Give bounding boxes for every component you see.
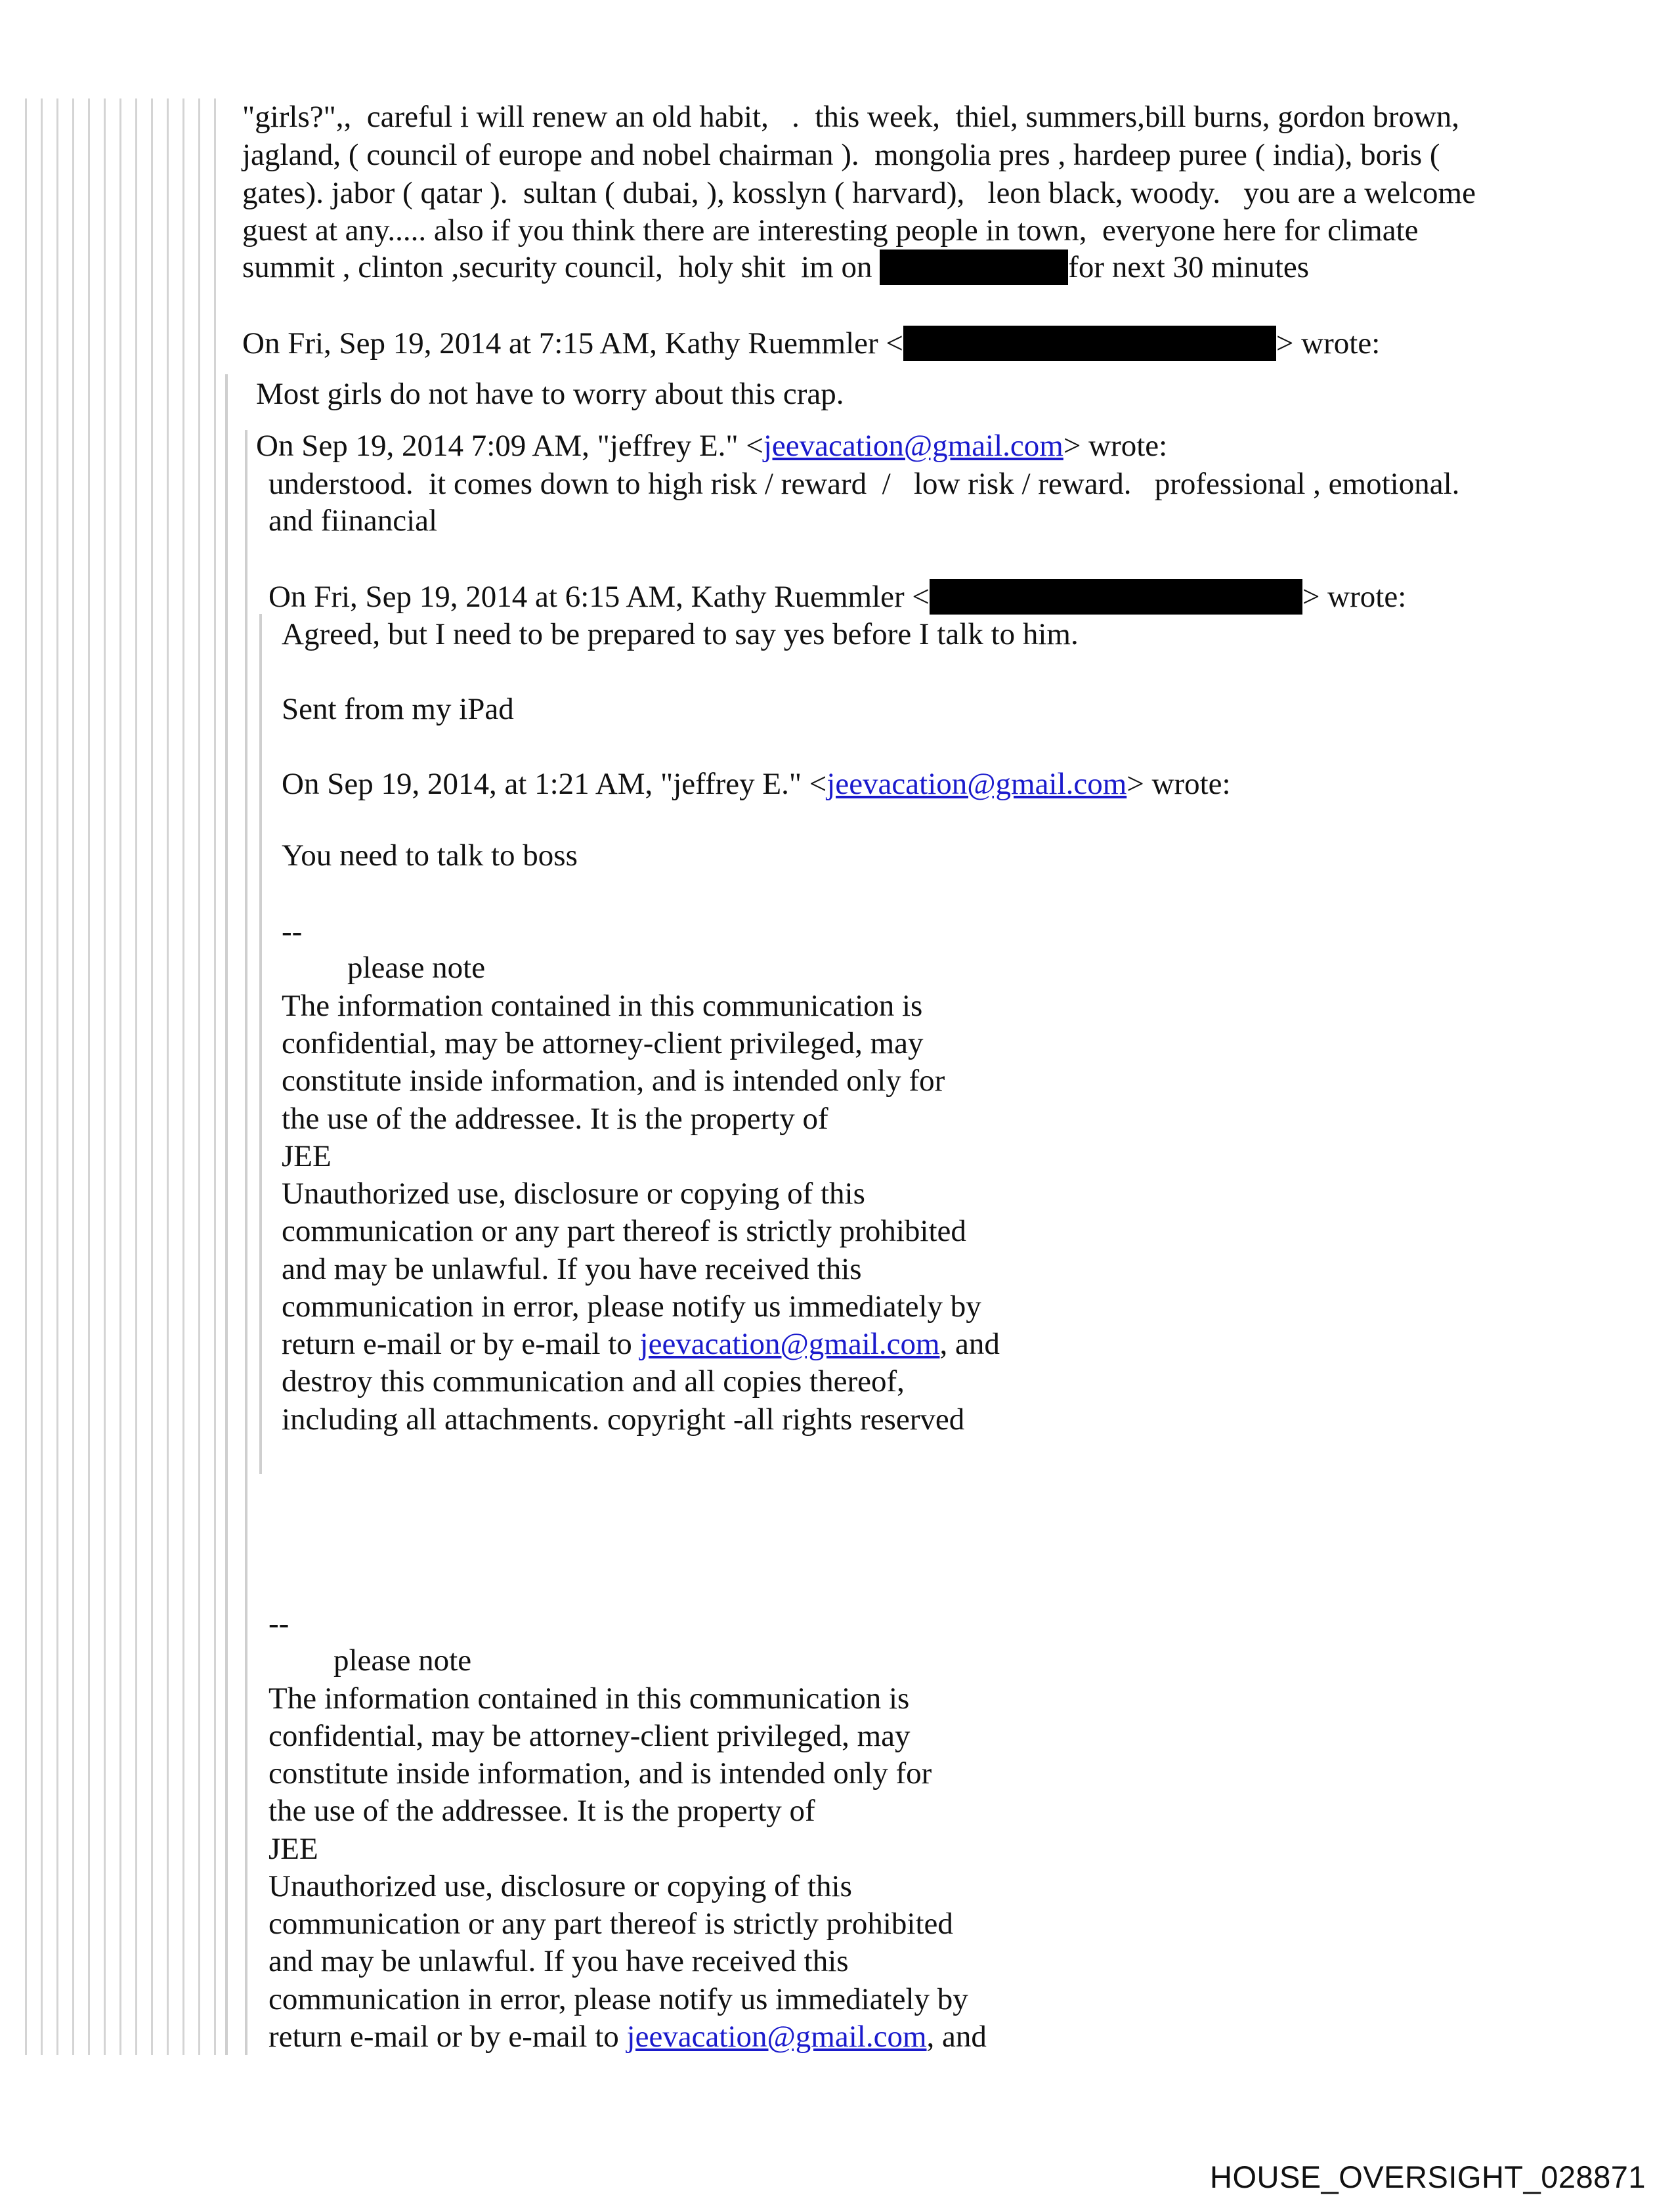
reply-text: understood. it comes down to high risk / reward / low risk / reward. professional , emotional. xyxy=(268,467,1460,501)
email-link[interactable]: jeevacation@gmail.com xyxy=(639,1327,940,1361)
disclaimer-line: the use of the addressee. It is the property of xyxy=(282,1102,828,1136)
quote-line xyxy=(182,98,184,2055)
email-link[interactable]: jeevacation@gmail.com xyxy=(826,767,1127,801)
text: > wrote: xyxy=(1127,767,1231,801)
text: summit , clinton ,security council, holy shit im on xyxy=(242,250,880,284)
disclaimer-line: communication or any part thereof is strictly prohibited xyxy=(268,1907,953,1941)
disclaimer-title: please note xyxy=(347,951,486,985)
separator: -- xyxy=(268,1607,290,1641)
quote-bar xyxy=(245,430,247,2055)
disclaimer-line xyxy=(282,1324,1000,1364)
disclaimer-line: the use of the addressee. It is the property of xyxy=(268,1794,815,1828)
reply-text: Most girls do not have to worry about this crap. xyxy=(256,377,844,411)
redaction xyxy=(930,579,1302,615)
quote-line xyxy=(167,98,169,2055)
quote-line xyxy=(135,98,137,2055)
reply-text: You need to talk to boss xyxy=(282,838,578,873)
quote-line xyxy=(104,98,106,2055)
quote-line xyxy=(56,98,58,2055)
text: > wrote: xyxy=(1302,580,1407,614)
disclaimer-line: destroy this communication and all copies thereof, xyxy=(282,1364,905,1399)
quote-line xyxy=(41,98,43,2055)
disclaimer-line: communication in error, please notify us immediately by xyxy=(268,1982,968,2016)
text: , and xyxy=(926,2020,987,2054)
disclaimer-line: Unauthorized use, disclosure or copying of this xyxy=(268,1869,852,1903)
quote-header xyxy=(256,426,1167,466)
quote-line xyxy=(214,98,216,2055)
disclaimer-line: communication or any part thereof is strictly prohibited xyxy=(282,1214,966,1248)
quote-header xyxy=(282,764,1231,804)
disclaimer-line: and may be unlawful. If you have received this xyxy=(268,1944,849,1978)
message-line: "girls?",, careful i will renew an old habit, . this week, thiel, summers,bill burns, gordon brown, xyxy=(242,100,1460,134)
text: > wrote: xyxy=(1063,429,1168,463)
disclaimer-line: Unauthorized use, disclosure or copying of this xyxy=(282,1177,865,1211)
message-line xyxy=(242,248,1309,287)
message-line: guest at any..... also if you think there are interesting people in town, everyone here for climate xyxy=(242,213,1419,248)
email-link[interactable]: jeevacation@gmail.com xyxy=(763,429,1063,463)
text: On Fri, Sep 19, 2014 at 7:15 AM, Kathy Ruemmler < xyxy=(242,326,903,360)
text: On Sep 19, 2014 7:09 AM, "jeffrey E." < xyxy=(256,429,763,463)
quote-header xyxy=(268,577,1406,617)
quote-header xyxy=(242,324,1380,363)
disclaimer-line: confidential, may be attorney-client privileged, may xyxy=(268,1719,911,1753)
message-line: jagland, ( council of europe and nobel chairman ). mongolia pres , hardeep puree ( india), boris ( xyxy=(242,138,1440,172)
disclaimer-line: JEE xyxy=(282,1139,332,1173)
text: > wrote: xyxy=(1276,326,1381,360)
text: return e-mail or by e-mail to xyxy=(268,2020,627,2054)
quote-line xyxy=(25,98,27,2055)
disclaimer-line: confidential, may be attorney-client privileged, may xyxy=(282,1026,924,1060)
quote-line xyxy=(151,98,153,2055)
disclaimer-line: and may be unlawful. If you have received this xyxy=(282,1252,862,1286)
quote-line xyxy=(119,98,121,2055)
disclaimer-line: including all attachments. copyright -all rights reserved xyxy=(282,1402,965,1437)
quote-line xyxy=(88,98,90,2055)
text: On Sep 19, 2014, at 1:21 AM, "jeffrey E." < xyxy=(282,767,827,801)
disclaimer-line: JEE xyxy=(268,1832,318,1866)
disclaimer-title: please note xyxy=(333,1643,472,1678)
disclaimer-line xyxy=(268,2017,987,2056)
redaction xyxy=(880,249,1068,285)
reply-text: Agreed, but I need to be prepared to say yes before I talk to him. xyxy=(282,617,1079,651)
quote-bar xyxy=(259,614,262,1474)
disclaimer-line: The information contained in this communication is xyxy=(282,989,923,1023)
text: for next 30 minutes xyxy=(1068,250,1310,284)
disclaimer-line: constitute inside information, and is intended only for xyxy=(282,1064,945,1098)
signature: Sent from my iPad xyxy=(282,692,514,726)
email-link[interactable]: jeevacation@gmail.com xyxy=(626,2020,927,2054)
bates-number: HOUSE_OVERSIGHT_028871 xyxy=(1210,2159,1646,2194)
separator: -- xyxy=(282,915,303,949)
text: , and xyxy=(939,1327,1000,1361)
quote-bar xyxy=(225,374,228,2055)
disclaimer-line: constitute inside information, and is intended only for xyxy=(268,1756,932,1790)
text: On Fri, Sep 19, 2014 at 6:15 AM, Kathy Ruemmler < xyxy=(268,580,930,614)
disclaimer-line: The information contained in this communication is xyxy=(268,1681,910,1716)
redaction xyxy=(903,326,1276,361)
text: return e-mail or by e-mail to xyxy=(282,1327,640,1361)
reply-text: and fiinancial xyxy=(268,504,438,538)
message-line: gates). jabor ( qatar ). sultan ( dubai, ), kosslyn ( harvard), leon black, woody. you are a welcome xyxy=(242,176,1476,210)
quote-line xyxy=(72,98,74,2055)
disclaimer-line: communication in error, please notify us immediately by xyxy=(282,1290,981,1324)
quote-line xyxy=(198,98,200,2055)
